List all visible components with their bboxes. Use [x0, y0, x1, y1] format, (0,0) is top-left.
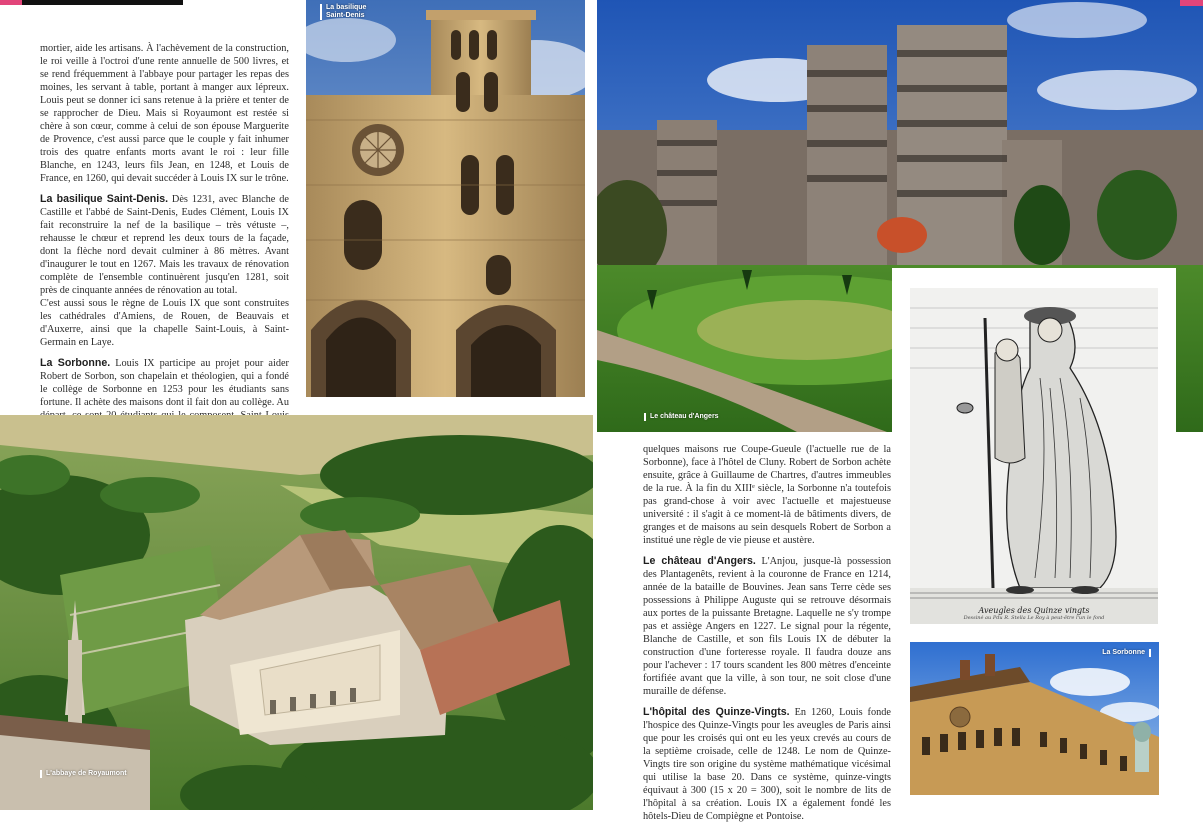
engraving-subtitle: Dessiné au Pdu R. Stella Le Roy à peut-être l'un le fond: [963, 615, 1105, 621]
caption-basilique-line2: Saint-Denis: [326, 12, 365, 19]
edge-accent: [1180, 0, 1203, 6]
paragraph-sorbonne-suite: quelques maisons rue Coupe-Gueule (l'actuelle rue de la Sorbonne), face à l'hôtel de Cluny. Robert de Sorbon achète ensuite, grâce à Guillaume de Chartres, d'autres immeubles de la rue. À la fin du XIIIᵉ siècle, la Sorbonne n'a toutefois pas grand-chose à voir avec l'actuelle et majestueuse université : il s'agit à ce moment-là de bâtiments divers, de granges et de maisons au sein desquels Robert de Sorbon a institué une règle de vie pieuse et austère.: [643, 444, 891, 546]
paragraph-basilique: [40, 193, 289, 297]
engraving-frame: [892, 268, 1176, 641]
caption-angers: Le château d'Angers: [644, 413, 719, 421]
caption-basilique: [320, 4, 366, 20]
heading-basilique: La basilique Saint-Denis.: [40, 193, 169, 205]
angers-text: L'Anjou, jusque-là possession des Plantagenêts, revient à la couronne de France en 1214, année de la bataille de Bouvines. Jean sans Terre cède ses possessions à Philippe Auguste qui se retrouve désormais aux portes de la puissante Bretagne. Laquelle ne s'y trompe pas et assiège Angers en 1227. Le signal pour la régente, Blanche de Castille, et son fils Louis IX de débuter la construction d'une forteresse royale. Il faudra douze ans pour l'achever : 17 tours scandent les 800 mètres d'enceinte fortifiée avant que la ville, à son tour, ne soit close d'une muraille de défense.: [643, 556, 892, 697]
accent-tab: [0, 0, 22, 5]
top-bar: [0, 0, 183, 5]
paragraph-cathedrales: C'est aussi sous le règne de Louis IX que sont construites les cathédrales d'Amiens, de Rouen, de Beauvais et d'Auxerre, ainsi que la chapelle Saint-Louis, à Saint-Germain en Laye.: [40, 298, 289, 348]
text-column-left: [40, 42, 289, 435]
hopital-text: En 1260, Louis fonde l'hospice des Quinze-Vingts pour les aveugles de Paris ainsi que pour les croisés qui ont eu les yeux crevés au cours de la septième croisade, celle de 1248. Le nom de Quinze-Vingts tire son origine du système mathématique vicésimal qui utilise la base 20. Dans ce système, quinze-vingts équivaut à 300 (15 x 20 = 300), soit le nombre de lits de l'hôpital à sa création. Louis IX a également fondé les hôtels-Dieu de Compiègne et Pontoise.: [643, 707, 891, 822]
heading-angers: Le château d'Angers.: [643, 555, 756, 567]
photo-abbaye-royaumont: [0, 415, 593, 810]
text-column-right: [643, 443, 891, 823]
photo-sorbonne: [910, 642, 1159, 795]
photo-basilique-saint-denis: [306, 0, 585, 397]
heading-sorbonne: La Sorbonne.: [40, 357, 111, 369]
paragraph-hopital: [643, 706, 891, 823]
heading-hopital: L'hôpital des Quinze-Vingts.: [643, 706, 790, 718]
caption-royaumont: L'abbaye de Royaumont: [40, 770, 127, 778]
paragraph-royaumont: mortier, aide les artisans. À l'achèvement de la construction, le roi veille à l'octroi d'une rente annuelle de 500 livres, et se rend fréquemment à l'abbaye pour partager les repas des moines, les servant à table, portant à manger aux lépreux. Louis peut se donner ici sans retenue à la prière et tenter de se rapprocher de Dieu. Mais si Royaumont est restée si chère à son cœur, comme à celui de son épouse Marguerite de Provence, c'est aussi parce que le couple y fait inhumer trois des quatre enfants morts avant le roi : leur fille Blanche, en 1243, leurs fils Jean, en 1248, et Louis de France, en 1260, qui devait succéder à Louis IX sur le trône.: [40, 43, 289, 184]
caption-basilique-line1: La basilique: [326, 4, 367, 11]
engraving-aveugles: [910, 288, 1158, 624]
paragraph-angers: [643, 555, 891, 698]
sorbonne-text: Louis IX participe au projet pour aider Robert de Sorbon, son chapelain et théologien, qui a fondé le collège de Sorbonne en 1253 pour les étudiants sans fortune. Il achète des maisons dont il fait don au collège. Au: [40, 358, 289, 408]
caption-sorbonne: La Sorbonne: [1102, 649, 1151, 657]
engraving-title: Aveugles des Quinze vingts: [978, 606, 1090, 615]
basilique-text: Dès 1231, avec Blanche de Castille et l'abbé de Saint-Denis, Eudes Clément, Louis IX fait reconstruire la nef de la basilique – très vétuste –, rehausse le chœur et reprend les deux tours de la façade, dont la flèche nord devait culminer à 86 mètres. Avant d'inaugurer le tout en 1267. Mais les travaux de rénovation complète de l'ensemble continuèrent jusqu'en 1281, soit près de cinquante années de rénovation au total.: [40, 194, 289, 296]
